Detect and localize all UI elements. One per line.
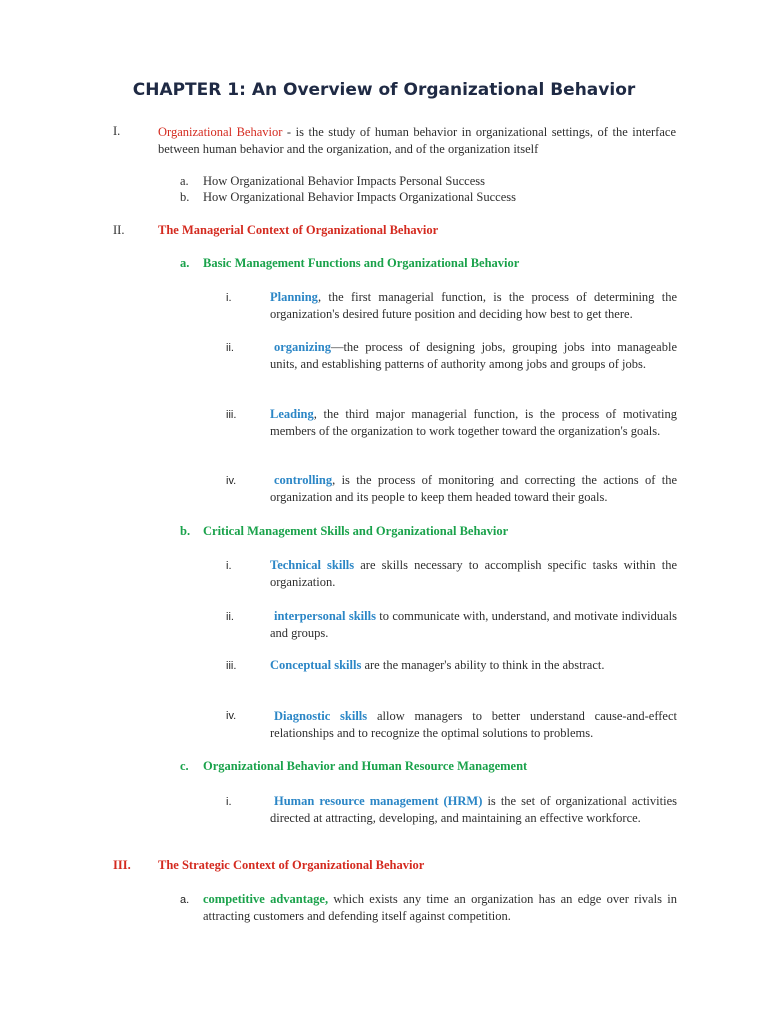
subsection-a-marker: a. (180, 256, 190, 270)
list-marker: ii. (226, 342, 234, 354)
list-item: How Organizational Behavior Impacts Organizational Success (203, 190, 516, 204)
list-marker: i. (226, 560, 232, 572)
section-2-heading: The Managerial Context of Organizational Behavior (158, 223, 439, 237)
list-item: interpersonal skills to communicate with, understand, and motivate individuals and groups. (270, 609, 677, 640)
term-controlling: controlling (274, 473, 333, 487)
list-item: competitive advantage, which exists any time an organization has an edge over rivals in attracting customers and defending itself against competition. (203, 892, 677, 923)
list-marker: i. (226, 796, 232, 808)
term-organizing: organizing (274, 340, 331, 354)
list-marker: a. (180, 174, 189, 188)
section-1-term: Organizational Behavior (158, 125, 283, 139)
term-leading: Leading (270, 407, 314, 421)
list-item: Technical skills are skills necessary to accomplish specific tasks within the organization. (270, 558, 677, 589)
section-3-heading: The Strategic Context of Organizational Behavior (158, 858, 425, 872)
subsection-c-heading: Organizational Behavior and Human Resource Management (203, 759, 528, 773)
subsection-a-heading: Basic Management Functions and Organizational Behavior (203, 256, 520, 270)
subsection-c-marker: c. (180, 759, 189, 773)
list-marker: b. (180, 190, 190, 204)
list-marker: a. (180, 894, 190, 906)
term-planning: Planning (270, 290, 318, 304)
list-item: controlling, is the process of monitoring and correcting the actions of the organization and its people to keep them headed toward their goals. (270, 473, 677, 504)
list-item: Conceptual skills are the manager's ability to think in the abstract. (270, 658, 605, 672)
list-marker: i. (226, 292, 232, 304)
section-1-text: - is the study of human behavior in organizational settings, of the interface between human behavior and the organization, and of the organization itself (158, 125, 676, 156)
section-3-number: III. (113, 858, 131, 872)
term-diagnostic-skills: Diagnostic skills (274, 709, 368, 723)
list-marker: iv. (226, 475, 237, 487)
list-item: Human resource management (HRM) is the set of organizational activities directed at attracting, developing, and maintaining an effective workforce. (270, 794, 677, 825)
list-item: Planning, the first managerial function, is the process of determining the organization's desired future position and deciding how best to get there. (270, 290, 677, 321)
list-item: organizing—the process of designing jobs, grouping jobs into manageable units, and establishing patterns of authority among jobs and groups of jobs. (270, 340, 677, 371)
term-competitive-advantage: competitive advantage, (203, 892, 329, 906)
list-marker: iii. (226, 660, 237, 672)
term-interpersonal-skills: interpersonal skills (274, 609, 376, 623)
page-title: CHAPTER 1: An Overview of Organizational Behavior (132, 80, 636, 100)
list-item: Diagnostic skills allow managers to better understand cause-and-effect relationships and to recognize the optimal solutions to problems. (270, 709, 677, 740)
subsection-b-heading: Critical Management Skills and Organizational Behavior (203, 524, 509, 538)
term-technical-skills: Technical skills (270, 558, 355, 572)
term-conceptual-skills: Conceptual skills (270, 658, 362, 672)
term-hrm: Human resource management (HRM) (274, 794, 483, 808)
section-2-number: II. (113, 223, 125, 237)
section-1-number: I. (113, 124, 121, 138)
list-item: Leading, the third major managerial function, is the process of motivating members of the organization to work together toward the organization's goals. (270, 407, 677, 438)
subsection-b-marker: b. (180, 524, 191, 538)
section-1-definition (158, 124, 676, 157)
list-marker: ii. (226, 611, 234, 623)
list-item: How Organizational Behavior Impacts Personal Success (203, 174, 485, 188)
list-marker: iv. (226, 710, 237, 722)
list-marker: iii. (226, 409, 237, 421)
